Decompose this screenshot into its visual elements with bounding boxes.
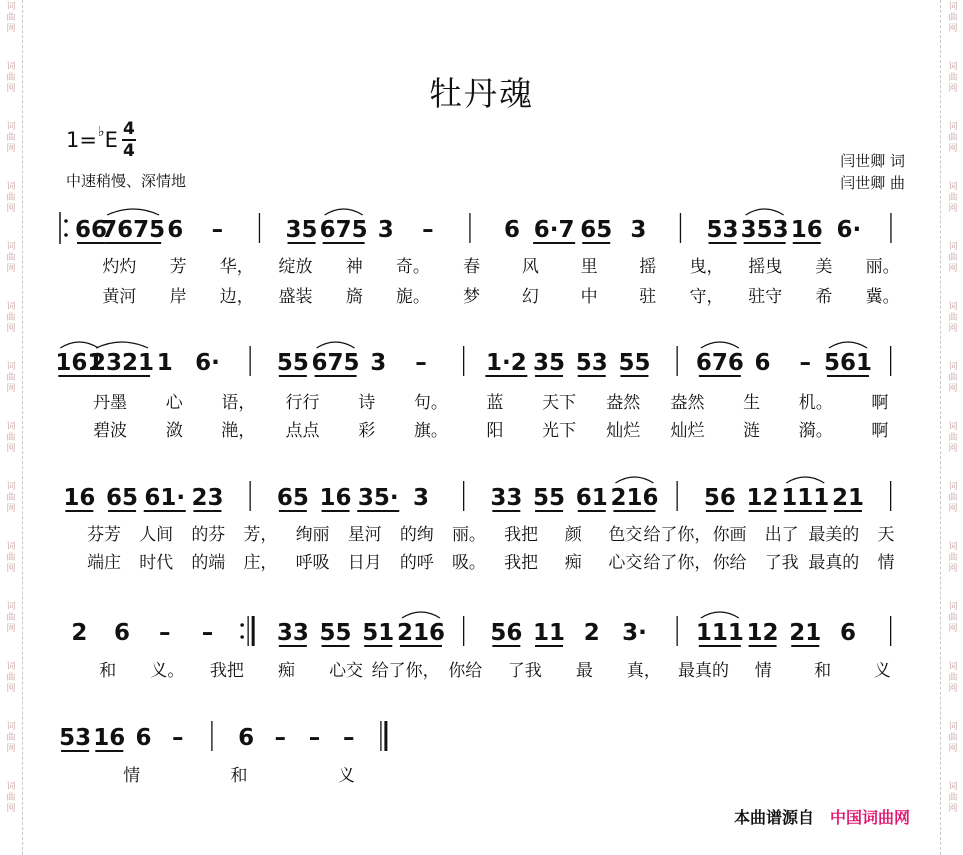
lyric-syllable: 时代 (139, 553, 174, 573)
lyric-syllable: 痴 (564, 553, 582, 573)
source-credit (734, 805, 910, 828)
watermark-text: 词 曲 网 (6, 782, 16, 814)
watermark-text: 词 曲 网 (6, 122, 16, 154)
note-group: 12 (746, 620, 779, 646)
lyric-syllable: 吸。 (451, 553, 486, 573)
note-group: 23 (191, 485, 224, 511)
lyric-syllable: 生 (743, 393, 761, 413)
note-group: 2321 (90, 350, 155, 376)
watermark-text: 词 曲 网 (6, 242, 16, 274)
lyric-syllable: 义。 (150, 661, 185, 681)
watermark-text: 词 曲 网 (948, 482, 958, 514)
note-group: 16 (790, 217, 823, 243)
lyric-syllable: 最真的 (808, 553, 860, 573)
lyric-syllable: 盛装 (278, 287, 313, 307)
watermark-text: 词 曲 网 (6, 2, 16, 34)
note-group: – (422, 217, 434, 243)
watermark-text: 词 曲 网 (6, 182, 16, 214)
lyric-syllable: 我把 (504, 553, 539, 573)
lyric-syllable: 幻 (521, 287, 539, 307)
note-group: 65 (276, 485, 309, 511)
lyric-syllable: 丽。 (451, 525, 486, 545)
lyric-syllable: 黄河 (102, 287, 137, 307)
lyric-syllable: 守， (689, 287, 724, 307)
note-group: 111 (695, 620, 744, 646)
lyric-syllable: 里 (580, 257, 598, 277)
lyric-syllable: 庄， (243, 553, 278, 573)
repeat-dot (64, 219, 68, 223)
lyric-syllable: 星河 (347, 525, 382, 545)
note-group: 6 (754, 350, 771, 376)
lyric-syllable: 和 (814, 661, 832, 681)
watermark-text: 词 曲 网 (948, 662, 958, 694)
lyric-syllable: 盎然 (670, 393, 705, 413)
note-group: 6·7 (533, 217, 575, 243)
lyric-syllable: 人间 (139, 525, 174, 545)
lyric-syllable: 曳， (689, 257, 724, 277)
note-group: 6 (167, 217, 184, 243)
slur-arc (615, 477, 653, 483)
lyric-syllable: 芬芳 (87, 525, 122, 545)
note-group: 65 (580, 217, 613, 243)
lyric-syllable: 旖 (345, 287, 363, 307)
lyric-syllable: 真， (626, 661, 661, 681)
note-group: 16 (319, 485, 352, 511)
lyric-syllable: 天 (877, 525, 895, 545)
lyric-syllable: 心交 (329, 661, 364, 681)
watermark-text: 词 曲 网 (948, 122, 958, 154)
lyric-syllable: 颜 (564, 525, 582, 545)
watermark-text: 词 曲 网 (948, 182, 958, 214)
lyric-syllable: 绚丽 (295, 525, 330, 545)
watermark-text: 词 曲 网 (6, 602, 16, 634)
time-top: 4 (122, 119, 135, 139)
lyric-syllable: 旎。 (395, 287, 430, 307)
lyric-syllable: 语， (221, 393, 256, 413)
lyric-syllable: 芳 (169, 257, 187, 277)
lyric-syllable: 点点 (285, 421, 320, 441)
note-group: – (159, 620, 171, 646)
note-group: 6· (836, 217, 862, 243)
lyric-syllable: 日月 (347, 553, 382, 573)
lyric-syllable: 涟 (743, 421, 761, 441)
lyric-syllable: 驻 (639, 287, 657, 307)
lyric-syllable: 摇曳 (748, 257, 783, 277)
lyric-syllable: 的芬 (191, 525, 226, 545)
lyric-syllable: 芳， (243, 525, 278, 545)
source-label: 本曲谱源自 (734, 808, 815, 827)
note-group: 61· (144, 485, 186, 511)
note-group: 21 (831, 485, 864, 511)
lyric-syllable: 情 (123, 766, 141, 786)
note-group: 56 (490, 620, 523, 646)
lyric-syllable: 色交 (608, 525, 643, 545)
note-group: 56 (703, 485, 736, 511)
slur-arc (60, 342, 98, 348)
note-group: 65 (106, 485, 139, 511)
note-group: – (799, 350, 811, 376)
lyric-syllable: 蓝 (486, 393, 504, 413)
lyric-syllable: 彩 (358, 421, 376, 441)
slur-arc (746, 209, 784, 215)
note-group: – (211, 217, 224, 243)
note-group: 6· (195, 350, 220, 376)
lyric-syllable: 希 (815, 287, 833, 307)
watermark-text: 词 曲 网 (948, 602, 958, 634)
lyric-syllable: 给了你， (643, 553, 712, 573)
note-group: 16 (93, 725, 126, 751)
note-group: 33 (490, 485, 523, 511)
note-group: 6 (504, 217, 521, 243)
watermark-text: 词 曲 网 (6, 662, 16, 694)
lyric-syllable: 和 (99, 661, 117, 681)
note-group: 55 (276, 350, 309, 376)
note-group: 561 (823, 350, 872, 376)
lyricist-credit: 闫世卿 词 (840, 152, 905, 170)
note-group: 66 (75, 217, 108, 243)
note-group: 3· (622, 620, 647, 646)
lyric-syllable: 丹墨 (93, 393, 128, 413)
note-group: 3 (377, 217, 394, 243)
lyric-syllable: 情 (877, 553, 895, 573)
lyric-syllable: 风 (521, 257, 539, 277)
note-group: 35 (285, 217, 318, 243)
lyric-syllable: 神 (345, 257, 363, 277)
lyric-syllable: 美 (815, 257, 833, 277)
note-group: 3 (412, 485, 429, 511)
note-group: 61 (575, 485, 608, 511)
note-group: 16 (63, 485, 96, 511)
watermark-text: 词 曲 网 (948, 62, 958, 94)
lyric-syllable: 岸 (169, 287, 187, 307)
note-group: 7675 (101, 217, 166, 243)
note-group: 111 (781, 485, 830, 511)
note-group: 2 (583, 620, 600, 646)
note-group: 11 (533, 620, 566, 646)
note-group: 675 (319, 217, 368, 243)
lyric-syllable: 情 (754, 661, 772, 681)
note-group: 55 (533, 485, 566, 511)
watermark-text: 词 曲 网 (948, 422, 958, 454)
lyric-syllable: 心交 (608, 553, 643, 573)
note-group: 33 (276, 620, 309, 646)
watermark-text: 词 曲 网 (6, 302, 16, 334)
lyric-syllable: 丽。 (865, 257, 900, 277)
note-group: 12 (746, 485, 779, 511)
lyric-syllable: 呼吸 (295, 553, 330, 573)
lyric-syllable: 边， (219, 287, 254, 307)
lyric-syllable: 行行 (285, 393, 320, 413)
lyric-syllable: 给了你， (371, 661, 440, 681)
lyric-syllable: 光下 (542, 421, 577, 441)
song-title: 牡丹魂 (429, 74, 534, 113)
lyric-syllable: 最真的 (678, 661, 729, 681)
slur-arc (701, 342, 739, 348)
note-group: 1 (156, 350, 173, 376)
lyric-syllable: 漪。 (798, 421, 833, 441)
watermark-text: 词 曲 网 (6, 62, 16, 94)
note-group: 6 (114, 620, 131, 646)
note-group: 675 (311, 350, 360, 376)
lyric-syllable: 滟， (221, 421, 256, 441)
note-group: 53 (706, 217, 739, 243)
tempo-marking: 中速稍慢、深情地 (66, 172, 187, 190)
repeat-dot (64, 233, 68, 237)
key-note: E (104, 128, 118, 152)
note-group: 55 (618, 350, 651, 376)
slur-arc (829, 342, 867, 348)
lyric-syllable: 出了 (764, 525, 799, 545)
lyric-syllable: 灿烂 (670, 421, 705, 441)
lyric-syllable: 心 (165, 393, 183, 413)
lyric-syllable: 天下 (542, 393, 577, 413)
lyric-syllable: 你给 (448, 661, 483, 681)
lyric-syllable: 义 (337, 766, 355, 786)
slur-arc (325, 209, 363, 215)
note-group: 216 (396, 620, 445, 646)
lyric-syllable: 最 (575, 661, 593, 681)
note-group: – (274, 725, 287, 751)
lyric-syllable: 我把 (504, 525, 539, 545)
note-group: 6 (238, 725, 255, 751)
note-group: 1·2 (485, 350, 527, 376)
flat-sign: ♭ (97, 124, 105, 140)
lyric-syllable: 啊 (871, 421, 889, 441)
lyric-syllable: 阳 (486, 421, 504, 441)
slur-arc (107, 209, 159, 215)
watermark-text: 词 曲 网 (948, 302, 958, 334)
lyric-syllable: 和 (230, 766, 248, 786)
lyric-syllable: 最美的 (808, 525, 860, 545)
note-group: 3 (630, 217, 647, 243)
lyric-syllable: 了我 (507, 661, 542, 681)
note-group: 53 (575, 350, 608, 376)
lyric-syllable: 痴 (278, 661, 295, 681)
lyric-syllable: 啊 (871, 393, 889, 413)
note-group: 3 (370, 350, 387, 376)
lyric-syllable: 灿烂 (606, 421, 641, 441)
note-group: 353 (740, 217, 789, 243)
lyric-syllable: 的绚 (399, 525, 434, 545)
composer-credit: 闫世卿 曲 (840, 174, 905, 192)
watermark-text: 词 曲 网 (6, 362, 16, 394)
lyric-syllable: 潋 (165, 421, 183, 441)
lyric-syllable: 了我 (764, 553, 799, 573)
lyric-syllable: 机。 (798, 393, 833, 413)
watermark-text: 词 曲 网 (948, 722, 958, 754)
key-prefix: 1= (66, 128, 97, 152)
watermark-text: 词 曲 网 (948, 362, 958, 394)
lyric-syllable: 冀。 (865, 287, 900, 307)
lyric-syllable: 的端 (191, 553, 226, 573)
note-group: – (171, 725, 184, 751)
note-group: 6 (135, 725, 152, 751)
lyric-syllable: 端庄 (87, 553, 122, 573)
lyric-syllable: 旗。 (413, 421, 448, 441)
note-group: 161 (55, 350, 104, 376)
lyric-syllable: 绽放 (278, 257, 313, 277)
slur-arc (701, 612, 739, 618)
repeat-dot (240, 635, 244, 639)
watermark-text: 词 曲 网 (6, 482, 16, 514)
lyric-syllable: 中 (580, 287, 598, 307)
note-group: 35· (357, 485, 399, 511)
time-bottom: 4 (122, 141, 135, 161)
lyric-syllable: 诗 (358, 393, 376, 413)
lyric-syllable: 我把 (209, 661, 244, 681)
source-site-link[interactable]: 中国词曲网 (830, 808, 911, 827)
note-group: – (415, 350, 427, 376)
slur-arc (402, 612, 440, 618)
lyric-syllable: 句。 (413, 393, 448, 413)
lyric-syllable: 你给 (712, 553, 747, 573)
note-group: 21 (789, 620, 822, 646)
note-group: – (342, 725, 355, 751)
watermark-text: 词 曲 网 (948, 2, 958, 34)
lyric-syllable: 你画 (712, 525, 747, 545)
watermark-text: 词 曲 网 (948, 242, 958, 274)
watermark-text: 词 曲 网 (948, 782, 958, 814)
lyric-syllable: 碧波 (93, 421, 128, 441)
lyric-syllable: 摇 (639, 257, 657, 277)
watermark-text: 词 曲 网 (948, 542, 958, 574)
note-group: 53 (59, 725, 92, 751)
lyric-syllable: 义 (873, 661, 891, 681)
note-group: 216 (610, 485, 659, 511)
lyric-syllable: 梦 (463, 287, 481, 307)
repeat-dot (240, 623, 244, 627)
note-group: – (308, 725, 321, 751)
lyric-syllable: 春 (463, 257, 481, 277)
lyric-syllable: 奇。 (395, 257, 430, 277)
slur-arc (786, 477, 824, 483)
note-group: 55 (319, 620, 352, 646)
note-group: – (201, 620, 214, 646)
note-group: 35 (533, 350, 566, 376)
watermark-text: 词 曲 网 (6, 722, 16, 754)
slur-arc (317, 342, 355, 348)
lyric-syllable: 驻守 (748, 287, 783, 307)
lyric-syllable: 给了你， (643, 525, 712, 545)
note-group: 6 (839, 620, 856, 646)
note-group: 2 (71, 620, 88, 646)
lyric-syllable: 灼灼 (102, 257, 137, 277)
slur-arc (96, 342, 148, 348)
lyric-syllable: 的呼 (399, 553, 434, 573)
note-group: 676 (695, 350, 744, 376)
watermark-text: 词 曲 网 (6, 422, 16, 454)
note-group: 51 (362, 620, 395, 646)
lyric-syllable: 盎然 (606, 393, 641, 413)
lyric-syllable: 华， (219, 257, 254, 277)
watermark-text: 词 曲 网 (6, 542, 16, 574)
